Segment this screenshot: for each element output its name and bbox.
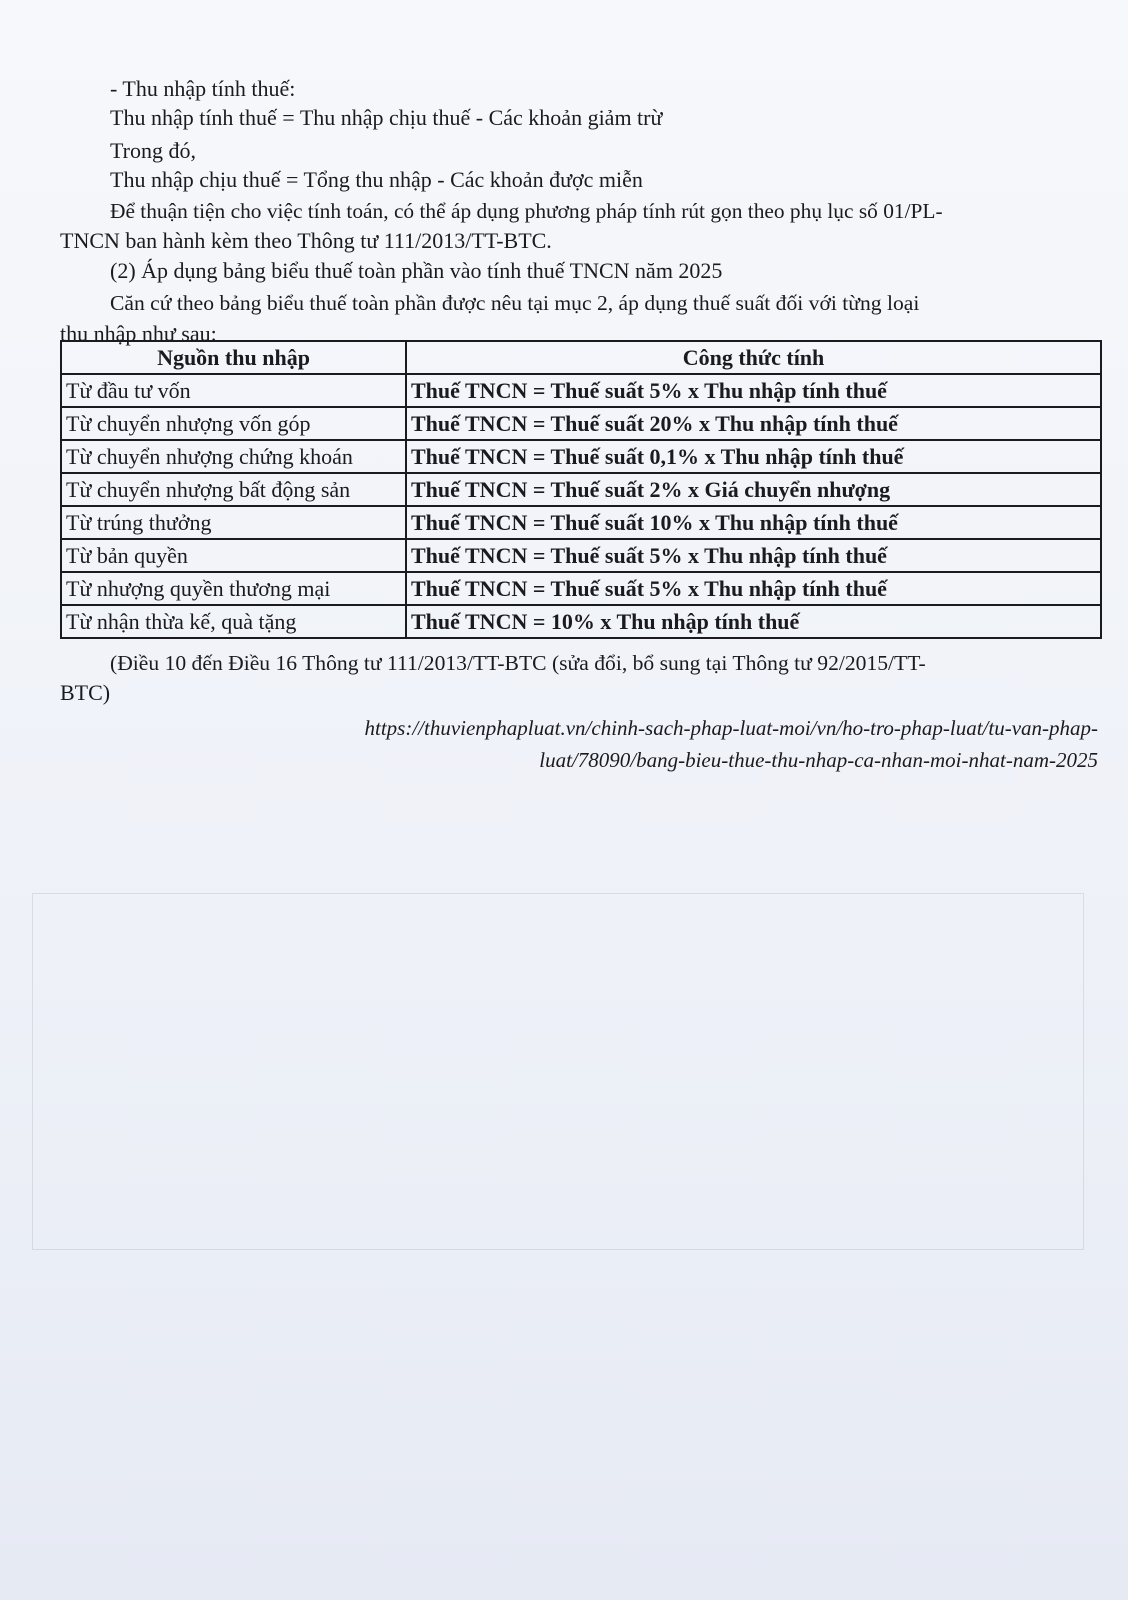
income-source: Từ chuyển nhượng chứng khoán (61, 440, 406, 473)
tax-formula: Thuế TNCN = Thuế suất 0,1% x Thu nhập tính thuế (406, 440, 1101, 473)
bleed-through-shadow (32, 893, 1084, 1250)
table-row (61, 539, 1101, 572)
citation: (Điều 10 đến Điều 16 Thông tư 111/2013/TT-BTC (sửa đổi, bổ sung tại Thông tư 92/2015/TT- (110, 651, 926, 675)
source-url-line[interactable]: https://thuvienphapluat.vn/chinh-sach-phap-luat-moi/vn/ho-tro-phap-luat/tu-van-phap- (364, 716, 1098, 740)
table-row (61, 374, 1101, 407)
income-source: Từ nhượng quyền thương mại (61, 572, 406, 605)
tax-formula: Thuế TNCN = Thuế suất 10% x Thu nhập tính thuế (406, 506, 1101, 539)
source-url-line[interactable]: luat/78090/bang-bieu-thue-thu-nhap-ca-nhan-moi-nhat-nam-2025 (539, 748, 1098, 772)
table-row (61, 473, 1101, 506)
text-line: Trong đó, (110, 138, 196, 163)
table-row (61, 440, 1101, 473)
table-header-row (61, 341, 1101, 374)
table-row (61, 572, 1101, 605)
tax-formula: Thuế TNCN = Thuế suất 5% x Thu nhập tính thuế (406, 572, 1101, 605)
income-source: Từ nhận thừa kế, quà tặng (61, 605, 406, 638)
column-header-formula: Công thức tính (406, 341, 1101, 374)
table-row (61, 506, 1101, 539)
tax-formula: Thuế TNCN = Thuế suất 2% x Giá chuyển nhượng (406, 473, 1101, 506)
table-row (61, 605, 1101, 638)
section-heading: (2) Áp dụng bảng biểu thuế toàn phần vào tính thuế TNCN năm 2025 (110, 258, 723, 283)
text-line: - Thu nhập tính thuế: (110, 76, 296, 101)
income-source: Từ bản quyền (61, 539, 406, 572)
income-source: Từ trúng thưởng (61, 506, 406, 539)
citation: BTC) (60, 680, 111, 705)
column-header-source: Nguồn thu nhập (61, 341, 406, 374)
tax-formula: Thuế TNCN = Thuế suất 5% x Thu nhập tính thuế (406, 374, 1101, 407)
text-line: Để thuận tiện cho việc tính toán, có thể áp dụng phương pháp tính rút gọn theo phụ lục số 01/PL- (110, 199, 943, 223)
income-source: Từ chuyển nhượng bất động sản (61, 473, 406, 506)
tax-formula: Thuế TNCN = 10% x Thu nhập tính thuế (406, 605, 1101, 638)
tax-formula: Thuế TNCN = Thuế suất 20% x Thu nhập tính thuế (406, 407, 1101, 440)
income-source: Từ đầu tư vốn (61, 374, 406, 407)
tax-formula: Thuế TNCN = Thuế suất 5% x Thu nhập tính thuế (406, 539, 1101, 572)
table-row (61, 407, 1101, 440)
tax-formula-table (60, 340, 1102, 639)
income-source: Từ chuyển nhượng vốn góp (61, 407, 406, 440)
text-line: Thu nhập tính thuế = Thu nhập chịu thuế - Các khoản giảm trừ (110, 105, 663, 130)
text-line: thu nhập như sau: (60, 321, 217, 346)
text-line: Thu nhập chịu thuế = Tổng thu nhập - Các khoản được miễn (110, 167, 643, 192)
text-line: Căn cứ theo bảng biểu thuế toàn phần được nêu tại mục 2, áp dụng thuế suất đối với từng loại (110, 291, 920, 315)
text-line: TNCN ban hành kèm theo Thông tư 111/2013/TT-BTC. (60, 228, 552, 253)
